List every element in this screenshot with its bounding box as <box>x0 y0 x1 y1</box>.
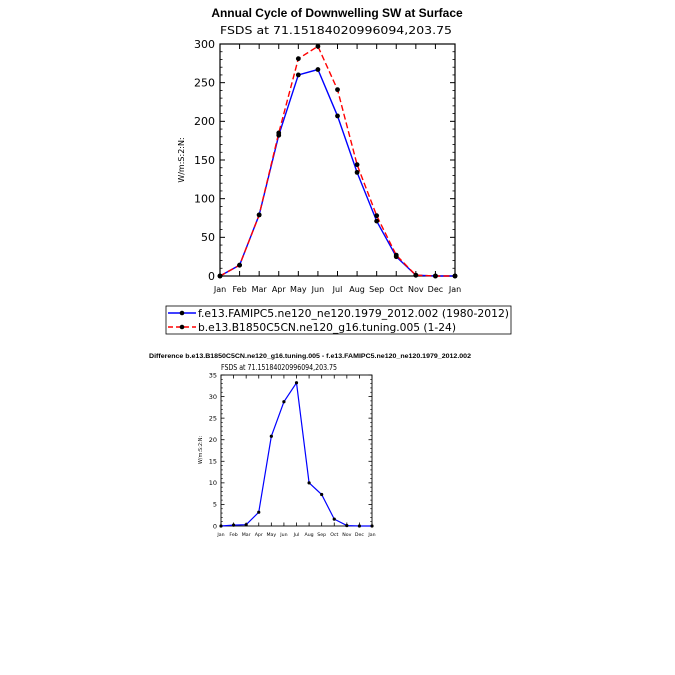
chart2-series-0-point <box>320 493 323 496</box>
chart2-ytick-label: 15 <box>208 457 217 466</box>
chart2-xtick-label: Jan <box>368 533 376 538</box>
chart2-ytick-label: 25 <box>208 414 217 423</box>
chart2-ytick-label: 0 <box>212 522 217 531</box>
chart1-series-1-point <box>218 274 223 279</box>
chart1-title: Annual Cycle of Downwelling SW at Surface <box>211 6 463 20</box>
chart1-xtick-label: Feb <box>232 285 247 294</box>
chart1-ytick-label: 300 <box>194 37 215 51</box>
chart1-series-1-point <box>433 274 438 279</box>
chart2-xtick-label: Mar <box>241 533 251 538</box>
chart1-xtick-label: Oct <box>389 285 404 294</box>
chart1-ytick-label: 250 <box>194 76 215 90</box>
chart2-xtick-label: Jun <box>280 533 288 538</box>
chart1-series-0-point <box>355 170 360 175</box>
chart2-series-0-point <box>257 511 260 514</box>
chart-difference <box>149 353 471 538</box>
chart2-xtick-label: Aug <box>304 533 314 538</box>
chart1-series-0-point <box>296 73 301 78</box>
chart1-ytick-label: 200 <box>194 115 215 129</box>
chart2-xtick-label: May <box>266 533 277 538</box>
chart2-xtick-label: Feb <box>229 533 238 538</box>
chart1-series-1-point <box>374 213 379 218</box>
chart2-series-0-point <box>307 481 310 484</box>
chart1-xtick-label: Sep <box>369 285 385 294</box>
chart1-series-line-1 <box>220 46 455 276</box>
chart1-xtick-label: Aug <box>349 285 365 294</box>
chart2-ytick-label: 30 <box>208 392 217 401</box>
chart2-xtick-label: Oct <box>330 533 339 538</box>
chart1-series-0-point <box>374 219 379 224</box>
chart1-ytick-label: 50 <box>201 231 215 245</box>
chart-annual-cycle <box>177 6 463 294</box>
chart2-title: Difference b.e13.B1850C5CN.ne120_g16.tuning.005 - f.e13.FAMIPC5.ne120_ne120.1979_2012.002 <box>149 353 472 360</box>
chart2-series-0-point <box>345 524 348 527</box>
chart1-xtick-label: Jan <box>448 285 462 294</box>
chart2-xtick-label: Apr <box>254 533 263 538</box>
chart2-ticks <box>209 371 376 538</box>
chart1-ticks <box>194 38 461 294</box>
chart1-ytick-label: 0 <box>208 269 215 283</box>
chart1-subtitle: FSDS at 71.15184020996094,203.75 <box>220 24 452 37</box>
chart1-series-1-point <box>355 162 360 167</box>
chart2-xtick-label: Jan <box>217 533 225 538</box>
chart1-series-line-0 <box>220 70 455 276</box>
chart2-series-0-point <box>370 524 373 527</box>
chart1-xtick-label: Jul <box>332 285 343 294</box>
chart2-xtick-label: Sep <box>317 533 327 538</box>
chart1-xtick-label: Jun <box>311 285 325 294</box>
legend-marker-blue <box>180 311 185 316</box>
chart1-series-0-point <box>335 114 340 119</box>
chart2-xtick-label: Nov <box>342 533 352 538</box>
chart2-plot-frame <box>221 375 372 526</box>
chart2-series-0-point <box>270 435 273 438</box>
chart2-series-0-point <box>333 517 336 520</box>
chart1-y-axis-label: W/m:S:2:N: <box>177 137 186 183</box>
chart2-xtick-label: Jul <box>293 533 300 538</box>
chart1-xtick-label: May <box>290 285 307 294</box>
chart2-series-0-point <box>219 524 222 527</box>
chart1-series-0-point <box>316 67 321 72</box>
chart2-series-0-point <box>295 381 298 384</box>
chart2-xtick-label: Dec <box>354 533 364 538</box>
legend-label-red: b.e13.B1850C5CN.ne120_g16.tuning.005 (1-24) <box>198 321 456 334</box>
chart1-xtick-label: Nov <box>408 285 424 294</box>
chart2-series-0-point <box>282 400 285 403</box>
chart1-ytick-label: 150 <box>194 153 215 167</box>
chart1-series <box>218 44 458 278</box>
chart2-ytick-label: 10 <box>208 479 217 488</box>
chart2-ytick-label: 5 <box>212 500 217 509</box>
chart2-ytick-label: 35 <box>208 371 217 380</box>
chart2-series-0-point <box>245 523 248 526</box>
chart1-series-1-point <box>413 273 418 278</box>
chart2-series <box>219 381 373 527</box>
chart2-series-line-0 <box>221 383 372 526</box>
chart2-series-0-point <box>358 524 361 527</box>
chart1-xtick-label: Mar <box>251 285 267 294</box>
chart1-series-1-point <box>276 131 281 136</box>
chart2-ytick-label: 20 <box>208 435 217 444</box>
legend-label-blue: f.e13.FAMIPC5.ne120_ne120.1979_2012.002 (1980-2012) <box>198 307 509 320</box>
chart1-xtick-label: Dec <box>427 285 444 294</box>
chart1-legend <box>166 306 511 334</box>
chart2-series-0-point <box>232 524 235 527</box>
chart1-ytick-label: 100 <box>194 192 215 206</box>
chart1-series-1-point <box>296 56 301 61</box>
legend-marker-red <box>180 325 185 330</box>
chart1-series-1-point <box>453 274 458 279</box>
chart1-series-1-point <box>335 87 340 92</box>
chart1-series-1-point <box>257 213 262 218</box>
chart2-subtitle: FSDS at 71.15184020996094,203.75 <box>221 363 337 372</box>
chart1-plot-frame <box>220 44 455 276</box>
chart1-series-1-point <box>237 263 242 268</box>
chart1-series-1-point <box>394 253 399 258</box>
chart1-series-1-point <box>316 44 321 49</box>
chart1-xtick-label: Jan <box>213 285 227 294</box>
chart2-y-axis-label: W/m:S:2:N: <box>198 435 204 465</box>
chart1-xtick-label: Apr <box>271 285 286 294</box>
